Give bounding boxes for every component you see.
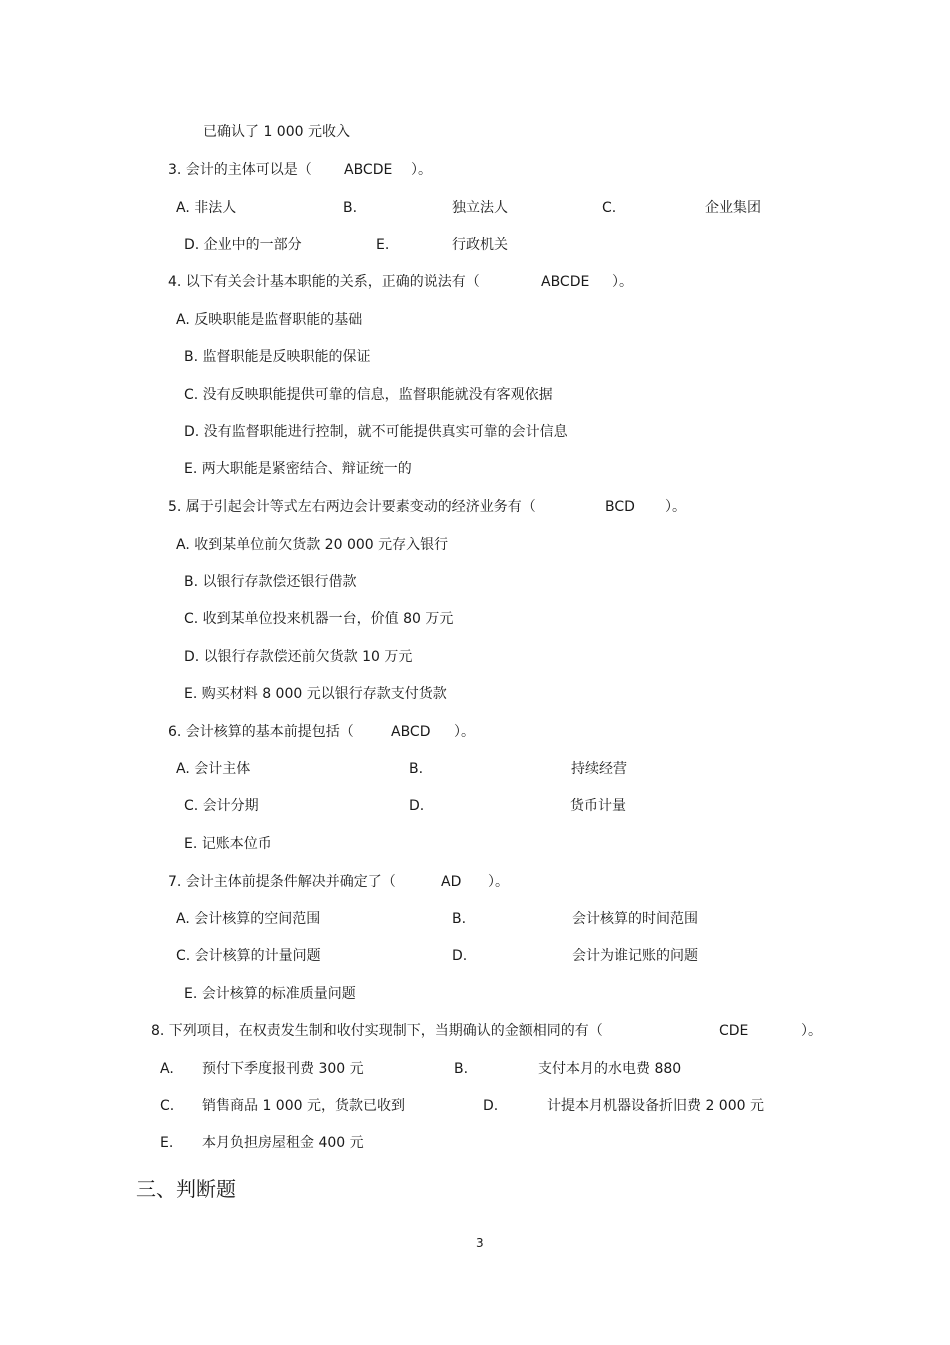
option-b-letter: B. <box>343 200 358 216</box>
option-c: 企业集团 <box>705 200 761 216</box>
option-a-letter: A. <box>160 1061 174 1077</box>
answer-7: AD <box>441 874 462 890</box>
question-end: ）。 <box>801 1023 822 1039</box>
option-e: 行政机关 <box>452 237 508 253</box>
option-a: A. 反映职能是监督职能的基础 <box>176 312 363 328</box>
option-b: 持续经营 <box>571 761 627 777</box>
question-end: ）。 <box>665 499 686 515</box>
question-end: ）。 <box>612 274 633 290</box>
answer-4: ABCDE <box>541 274 590 290</box>
option-d-letter: D. <box>409 798 425 814</box>
question-end: ）。 <box>411 162 432 178</box>
option-b: B. 以银行存款偿还银行借款 <box>184 574 357 590</box>
option-c: C. 会计分期 <box>184 798 259 814</box>
option-c-letter: C. <box>160 1098 175 1114</box>
option-c: 销售商品 1 000 元，货款已收到 <box>202 1098 405 1114</box>
question-8: 8. 下列项目，在权责发生制和收付实现制下，当期确认的金额相同的有（ <box>151 1023 603 1039</box>
option-d: D. 企业中的一部分 <box>184 237 302 253</box>
question-end: ）。 <box>488 874 509 890</box>
option-b-letter: B. <box>409 761 424 777</box>
option-b: 支付本月的水电费 880 <box>538 1061 682 1077</box>
question-4: 4. 以下有关会计基本职能的关系，正确的说法有（ <box>168 274 480 290</box>
option-c: C. 会计核算的计量问题 <box>176 948 321 964</box>
question-end: ）。 <box>454 724 475 740</box>
option-e: E. 购买材料 8 000 元以银行存款支付货款 <box>184 686 447 702</box>
option-d: 会计为谁记账的问题 <box>572 948 698 964</box>
option-e-letter: E. <box>160 1135 174 1151</box>
question-6: 6. 会计核算的基本前提包括（ <box>168 724 354 740</box>
option-a: A. 会计核算的空间范围 <box>176 911 321 927</box>
option-c-letter: C. <box>602 200 617 216</box>
option-d-letter: D. <box>483 1098 499 1114</box>
option-d-letter: D. <box>452 948 468 964</box>
option-e: E. 两大职能是紧密结合、辩证统一的 <box>184 461 412 477</box>
option-a: A. 收到某单位前欠货款 20 000 元存入银行 <box>176 537 449 553</box>
option-d: D. 没有监督职能进行控制，就不可能提供真实可靠的会计信息 <box>184 424 568 440</box>
option-d: D. 以银行存款偿还前欠货款 10 万元 <box>184 649 413 665</box>
answer-6: ABCD <box>391 724 431 740</box>
option-a: A. 会计主体 <box>176 761 251 777</box>
section-title: 三、判断题 <box>136 1177 236 1201</box>
question-7: 7. 会计主体前提条件解决并确定了（ <box>168 874 396 890</box>
option-b: B. 监督职能是反映职能的保证 <box>184 349 371 365</box>
answer-3: ABCDE <box>344 162 393 178</box>
text-line: 已确认了 1 000 元收入 <box>203 124 350 140</box>
option-b-letter: B. <box>452 911 467 927</box>
option-a: A. 非法人 <box>176 200 237 216</box>
option-e: 本月负担房屋租金 400 元 <box>202 1135 364 1151</box>
option-c: C. 没有反映职能提供可靠的信息，监督职能就没有客观依据 <box>184 387 553 403</box>
option-b: 独立法人 <box>452 200 508 216</box>
question-5: 5. 属于引起会计等式左右两边会计要素变动的经济业务有（ <box>168 499 536 515</box>
answer-8: CDE <box>719 1023 749 1039</box>
option-d: 货币计量 <box>570 798 626 814</box>
option-b: 会计核算的时间范围 <box>572 911 698 927</box>
option-d: 计提本月机器设备折旧费 2 000 元 <box>547 1098 764 1114</box>
answer-5: BCD <box>605 499 635 515</box>
option-e-letter: E. <box>376 237 390 253</box>
option-a: 预付下季度报刊费 300 元 <box>202 1061 364 1077</box>
option-e: E. 会计核算的标准质量问题 <box>184 986 356 1002</box>
option-c: C. 收到某单位投来机器一台，价值 80 万元 <box>184 611 454 627</box>
page-number: 3 <box>476 1236 484 1250</box>
option-b-letter: B. <box>454 1061 469 1077</box>
option-e: E. 记账本位币 <box>184 836 272 852</box>
question-3: 3. 会计的主体可以是（ <box>168 162 312 178</box>
